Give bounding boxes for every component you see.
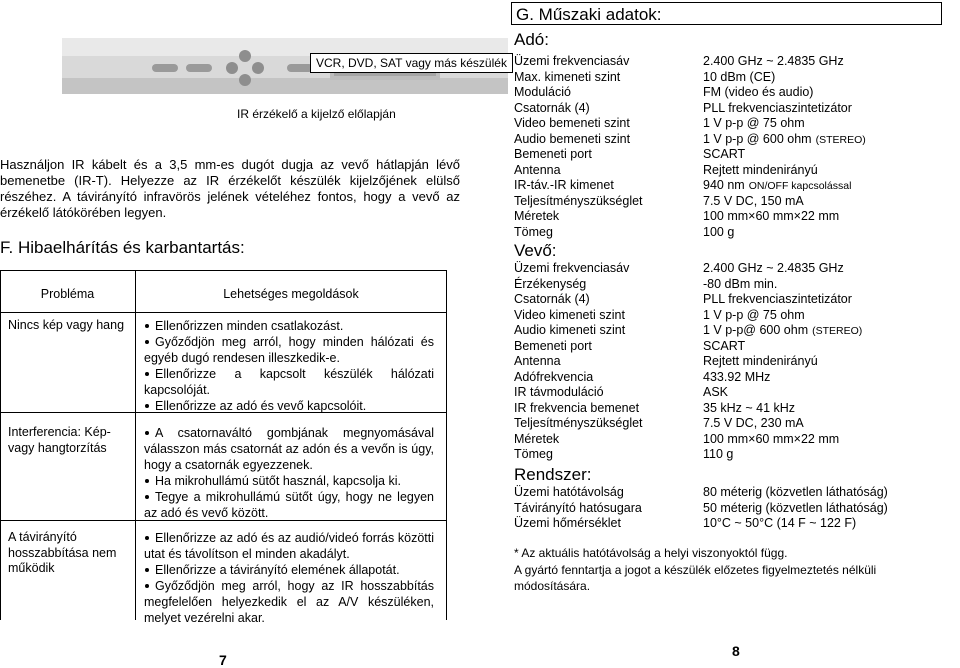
spec-value: Rejtett mindenirányú — [703, 354, 818, 368]
spec-label: Bemeneti port — [514, 147, 592, 161]
spec-value: PLL frekvenciaszintetizátor — [703, 100, 852, 115]
spec-value: 10 dBm (CE) — [703, 69, 776, 84]
spec-label: Üzemi frekvenciasáv — [514, 54, 630, 68]
spec-label: Audio kimeneti szint — [514, 323, 626, 337]
spec-label: IR-táv.-IR kimenet — [514, 178, 614, 192]
bullet-icon — [145, 431, 149, 435]
transmitter-heading: Adó: — [514, 30, 549, 49]
spec-label: Üzemi frekvenciasáv — [514, 261, 630, 275]
spec-label: Max. kimeneti szint — [514, 69, 621, 84]
solution-item: Ellenőrizze az adó és vevő kapcsolóit. — [144, 398, 434, 414]
bullet-icon — [145, 568, 149, 572]
footnote-disclaimer: A gyártó fenntartja a jogot a készülék előzetes figyelmeztetés nélküli módosítására. — [514, 563, 877, 593]
column-header-solutions: Lehetséges megoldások — [223, 287, 359, 301]
spec-label: IR távmoduláció — [514, 385, 604, 399]
spec-value: SCART — [703, 338, 746, 353]
spec-value: 1 V p-p @ 600 ohm (STEREO) — [703, 131, 866, 146]
spec-value-note: (STEREO) — [815, 133, 866, 146]
spec-label: Teljesítményszükséglet — [514, 193, 643, 208]
spec-label: Méretek — [514, 431, 560, 446]
spec-label: Adófrekvencia — [514, 369, 594, 384]
spec-label: Érzékenység — [514, 276, 587, 291]
spec-value: 2.400 GHz ~ 2.4835 GHz — [703, 54, 844, 68]
spec-value: 1 V p-p @ 75 ohm — [703, 307, 805, 322]
solutions-cell — [144, 318, 434, 414]
spec-value: FM (video és audio) — [703, 85, 814, 99]
spec-value: 35 kHz ~ 41 kHz — [703, 400, 796, 415]
problem-cell: Nincs kép vagy hang — [8, 318, 125, 332]
spec-label: Tömeg — [514, 447, 553, 461]
solution-item: Ellenőrizze az adó és az audió/videó forrás közötti utat és távolítson el minden akadályt. — [144, 531, 434, 561]
ir-sensor-callout: IR érzékelő a kijelző előlapján — [237, 107, 396, 121]
problem-cell: Interferencia: Kép- vagy hangtorzítás — [8, 425, 111, 455]
solution-item: Tegye a mikrohullámú sütőt úgy, hogy ne legyen az adó és vevő között. — [144, 490, 434, 520]
solution-item: Győződjön meg arról, hogy az IR hosszabbítás megfelelően helyezkedik el az A/V készüléken, melyet vezérelni akar. — [144, 579, 434, 625]
solutions-cell — [144, 530, 434, 626]
solution-item: Ellenőrizze a távirányító elemének állapotát. — [144, 562, 434, 578]
footnote-range: * Az aktuális hatótávolság a helyi viszonyoktól függ. — [514, 546, 788, 560]
bullet-icon — [145, 404, 149, 408]
solution-item: Ellenőrizze a kapcsolt készülék hálózati kapcsolóját. — [144, 367, 434, 397]
spec-value: 1 V p-p @ 75 ohm — [703, 116, 805, 130]
spec-label: Teljesítményszükséglet — [514, 416, 643, 430]
spec-label: Távirányító hatósugara — [514, 500, 642, 515]
spec-value: Rejtett mindenirányú — [703, 162, 818, 177]
spec-value: 1 V p-p@ 600 ohm (STEREO) — [703, 323, 863, 337]
device-callout: VCR, DVD, SAT vagy más készülék — [310, 53, 513, 73]
solution-item: Győződjön meg arról, hogy minden hálózati és egyéb dugó rendesen illeszkedik-e. — [144, 335, 434, 365]
spec-value: 940 nm ON/OFF kapcsolással — [703, 178, 852, 192]
spec-value: 100 mm×60 mm×22 mm — [703, 209, 840, 223]
spec-label: Video kimeneti szint — [514, 307, 625, 322]
spec-label: Csatornák (4) — [514, 100, 590, 115]
spec-label: Méretek — [514, 209, 560, 223]
page-number-right: 8 — [732, 643, 740, 659]
bullet-icon — [145, 324, 149, 328]
spec-value: 7.5 V DC, 150 mA — [703, 193, 804, 208]
spec-label: Antenna — [514, 354, 561, 368]
problem-cell: A távirányító hosszabbítása nem működik — [8, 530, 117, 575]
spec-label: Moduláció — [514, 85, 571, 99]
page-number-left: 7 — [219, 652, 227, 668]
spec-value: 7.5 V DC, 230 mA — [703, 416, 804, 430]
bullet-icon — [145, 495, 149, 499]
bullet-icon — [145, 479, 149, 483]
system-heading: Rendszer: — [514, 465, 592, 484]
spec-value-note: (STEREO) — [812, 325, 863, 337]
spec-value: 50 méterig (közvetlen láthatóság) — [703, 500, 888, 515]
spec-label: Üzemi hatótávolság — [514, 485, 624, 499]
specs-title: G. Műszaki adatok: — [511, 2, 942, 25]
troubleshooting-title: F. Hibaelhárítás és karbantartás: — [0, 238, 245, 257]
spec-value: ASK — [703, 385, 729, 399]
spec-label: Audio bemeneti szint — [514, 131, 631, 146]
spec-value: SCART — [703, 147, 746, 161]
solutions-cell — [144, 425, 434, 521]
bullet-icon — [145, 340, 149, 344]
spec-label: IR frekvencia bemenet — [514, 400, 640, 415]
bullet-icon — [145, 536, 149, 540]
bullet-icon — [145, 372, 149, 376]
spec-value: -80 dBm min. — [703, 276, 778, 291]
spec-label: Üzemi hőmérséklet — [514, 516, 621, 530]
spec-value: 10°C ~ 50°C (14 F ~ 122 F) — [703, 516, 857, 530]
intro-paragraph: Használjon IR kábelt és a 3,5 mm-es dugót dugja az vevő hátlapján lévő bemenetbe (IR-T). Helyezze az IR érzékelőt készülék kijelzőjének elülső részéhez. A távirányító infravörös jelének vételéhez fontos, hogy a vevő az érzékelő látókörében legyen. — [0, 157, 460, 220]
receiver-heading: Vevő: — [514, 241, 557, 260]
spec-value-note: ON/OFF kapcsolással — [748, 180, 852, 192]
spec-value: 110 g — [703, 447, 734, 461]
column-header-problem: Probléma — [40, 287, 95, 301]
bullet-icon — [145, 584, 149, 588]
spec-value: PLL frekvenciaszintetizátor — [703, 292, 852, 306]
spec-value: 433.92 MHz — [703, 369, 771, 384]
spec-value: 2.400 GHz ~ 2.4835 GHz — [703, 261, 844, 275]
spec-value: 100 g — [703, 224, 735, 239]
spec-label: Csatornák (4) — [514, 292, 590, 306]
spec-label: Bemeneti port — [514, 338, 592, 353]
spec-value: 80 méterig (közvetlen láthatóság) — [703, 485, 888, 499]
spec-value: 100 mm×60 mm×22 mm — [703, 431, 840, 446]
solution-item: Ha mikrohullámú sütőt használ, kapcsolja ki. — [144, 473, 434, 489]
solution-item: A csatornaváltó gombjának megnyomásával válasszon más csatornát az adón és a vevőn is úgy, hogy a csatornák egyezzenek. — [144, 426, 434, 472]
spec-label: Antenna — [514, 162, 561, 177]
spec-label: Video bemeneti szint — [514, 116, 630, 130]
spec-label: Tömeg — [514, 224, 553, 239]
solution-item: Ellenőrizzen minden csatlakozást. — [144, 318, 434, 334]
